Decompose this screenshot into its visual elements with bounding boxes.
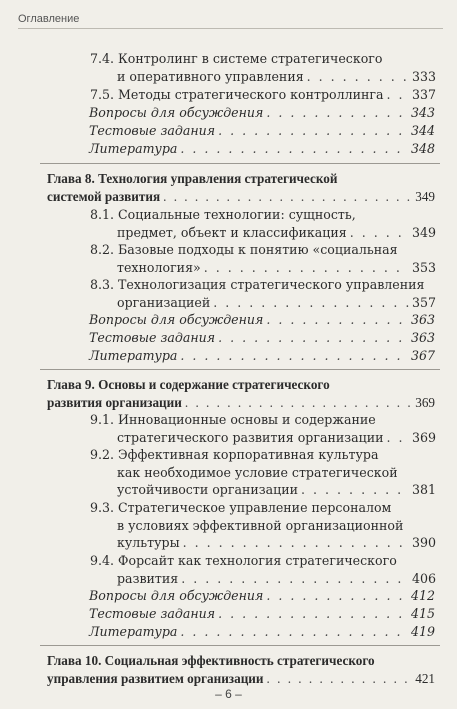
- toc-entry-9-1[interactable]: [90, 411, 436, 446]
- toc-entry-title: Вопросы для обсуждения: [89, 105, 264, 120]
- page-footer-number: – 6 –: [215, 687, 242, 701]
- toc-entry-title: Литература: [89, 141, 178, 156]
- toc-entry-title: Вопросы для обсуждения: [89, 588, 264, 603]
- toc-entry-title: 7.4. Контролинг в системе стратегического: [90, 51, 383, 66]
- toc-entry-title: Тестовые задания: [89, 330, 216, 345]
- toc-entry-tests-7[interactable]: [89, 122, 435, 140]
- page-number: 381: [411, 482, 436, 497]
- toc-entry-9-3[interactable]: [90, 499, 436, 552]
- toc-entry-title: стратегического развития организации: [117, 429, 384, 445]
- toc-entry-7-5[interactable]: [90, 86, 436, 104]
- toc-chapter-8[interactable]: [47, 170, 435, 205]
- page-number: 421: [415, 670, 435, 686]
- chapter-title: Глава 10. Социальная эффективность стратегического: [47, 653, 375, 668]
- toc-entry-title: предмет, объект и классификация: [117, 224, 347, 240]
- toc-entry-title: технология»: [117, 259, 201, 275]
- section-divider: [40, 645, 440, 646]
- page-number: 369: [411, 429, 436, 445]
- page-number: 390: [411, 535, 436, 550]
- toc-entry-title: и оперативного управления: [117, 68, 304, 84]
- toc-entry-literature-8[interactable]: [89, 347, 435, 365]
- page-number: 344: [410, 123, 435, 138]
- page-number: 333: [411, 68, 436, 84]
- page-number: 353: [411, 259, 436, 275]
- toc-entry-9-4[interactable]: [90, 552, 436, 587]
- toc-entry-title: Тестовые задания: [89, 123, 216, 138]
- page-number: 343: [410, 105, 435, 120]
- chapter-title: системой развития: [47, 188, 161, 204]
- page-number: 348: [410, 141, 435, 156]
- chapter-title: Глава 9. Основы и содержание стратегического: [47, 377, 330, 392]
- toc-entry-title: Вопросы для обсуждения: [89, 312, 264, 327]
- toc-entry-8-1[interactable]: [90, 206, 436, 241]
- toc-entry-title: 9.3. Стратегическое управление персоналом: [90, 500, 392, 515]
- toc-entry-title: устойчивости организации: [117, 482, 299, 497]
- page-number: 363: [410, 312, 435, 327]
- page-number: 357: [411, 294, 436, 310]
- toc-entry-questions-9[interactable]: [89, 587, 435, 605]
- toc-entry-title: в условиях эффективной организационной: [117, 517, 404, 533]
- chapter-title: развития организации: [47, 394, 182, 410]
- page-number: 412: [410, 588, 435, 603]
- chapter-title: управления развитием организации: [47, 670, 264, 686]
- toc-entry-tests-9[interactable]: [89, 605, 435, 623]
- running-header: Оглавление: [18, 13, 443, 29]
- toc-entry-title: культуры: [117, 535, 180, 550]
- toc-chapter-9[interactable]: [47, 376, 435, 411]
- toc-entry-title: 8.1. Социальные технологии: сущность,: [90, 207, 356, 222]
- toc-entry-title: развития: [117, 570, 179, 586]
- toc-entry-literature-7[interactable]: [89, 140, 435, 158]
- toc-entry-title: 8.3. Технологизация стратегического управления: [90, 277, 425, 292]
- toc-entry-title: 8.2. Базовые подходы к понятию «социальная: [90, 242, 398, 257]
- toc-entry-title: 7.5. Методы стратегического контроллинга: [90, 87, 384, 102]
- toc-entry-9-2[interactable]: [90, 446, 436, 499]
- toc-entry-title: Литература: [89, 624, 178, 639]
- toc-entry-title: Тестовые задания: [89, 606, 216, 621]
- page-number: 419: [410, 624, 435, 639]
- toc-entry-title: как необходимое условие стратегической: [117, 464, 398, 480]
- toc-entry-title: 9.1. Инновационные основы и содержание: [90, 412, 376, 427]
- toc-entry-questions-8[interactable]: [89, 311, 435, 329]
- page-number: 367: [410, 348, 435, 363]
- page-number: 406: [411, 570, 436, 586]
- page-number: 337: [411, 87, 436, 102]
- toc-entry-literature-9[interactable]: [89, 623, 435, 641]
- toc-entry-title: 9.4. Форсайт как технология стратегического: [90, 553, 397, 568]
- chapter-title: Глава 8. Технология управления стратегической: [47, 171, 338, 186]
- page-number: 415: [410, 606, 435, 621]
- page-number: 369: [415, 394, 435, 410]
- toc-entry-title: 9.2. Эффективная корпоративная культура: [90, 447, 379, 462]
- toc-entry-8-2[interactable]: [90, 241, 436, 276]
- section-divider: [40, 369, 440, 370]
- toc-chapter-10[interactable]: [47, 652, 435, 687]
- toc-entry-7-4[interactable]: [90, 50, 436, 85]
- toc-entry-title: Литература: [89, 348, 178, 363]
- toc-entry-8-3[interactable]: [90, 276, 436, 311]
- toc-entry-title: организацией: [117, 294, 211, 310]
- page-number: 349: [415, 188, 435, 204]
- toc-entry-tests-8[interactable]: [89, 329, 435, 347]
- page-number: 349: [411, 224, 436, 240]
- section-divider: [40, 163, 440, 164]
- page-number: 363: [410, 330, 435, 345]
- toc-entry-questions-7[interactable]: [89, 104, 435, 122]
